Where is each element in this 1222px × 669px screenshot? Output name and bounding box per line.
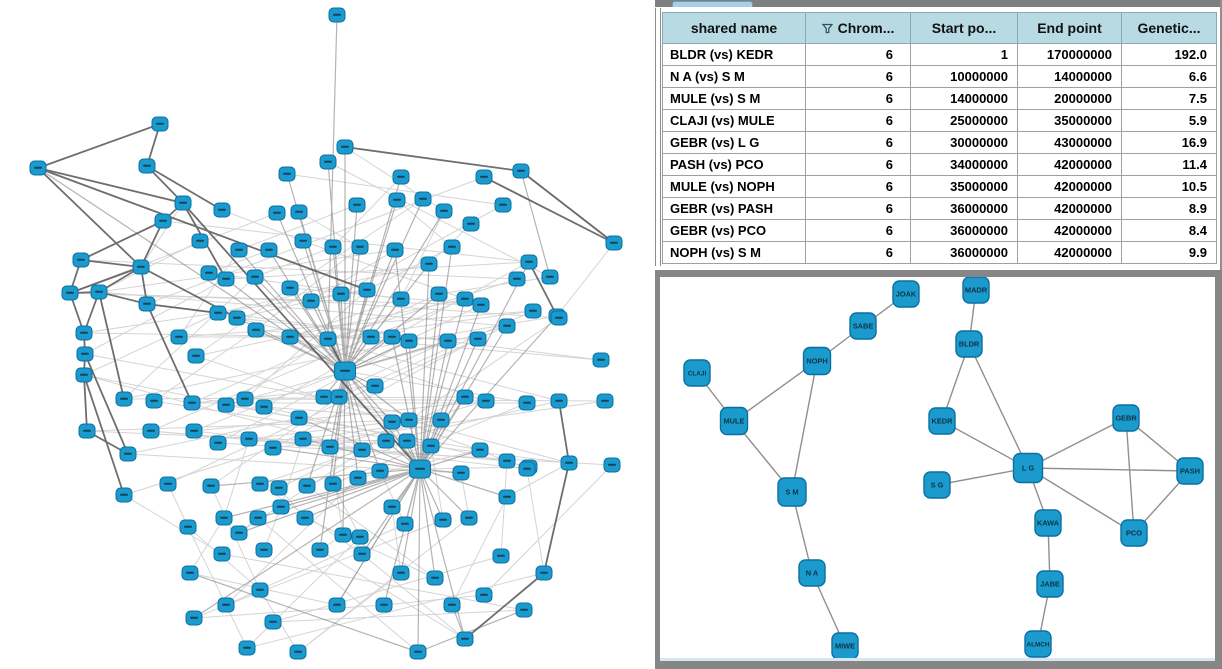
node-label-smudge: [610, 242, 618, 244]
table-cell[interactable]: 36000000: [911, 220, 1018, 242]
node-label-smudge: [391, 249, 399, 251]
node-label-smudge: [353, 204, 361, 206]
table-cell[interactable]: 30000000: [911, 132, 1018, 154]
node-label-smudge: [256, 589, 264, 591]
node-label: ALMCH: [1026, 641, 1050, 649]
node-label: MULE: [723, 416, 745, 426]
node-label-smudge: [517, 170, 525, 172]
node-label-smudge: [546, 276, 554, 278]
node-label-smudge: [299, 240, 307, 242]
node-label: N A: [805, 568, 819, 578]
node-label-smudge: [503, 496, 511, 498]
node-label-smudge: [260, 549, 268, 551]
node-label: S M: [785, 487, 799, 497]
table-cell[interactable]: 170000000: [1018, 44, 1122, 66]
table-cell[interactable]: 6: [806, 198, 911, 220]
node-label-smudge: [81, 353, 89, 355]
node-label-smudge: [474, 338, 482, 340]
table-row[interactable]: [663, 88, 1217, 110]
table-cell[interactable]: 1: [911, 44, 1018, 66]
node-label-smudge: [523, 468, 531, 470]
node-label-smudge: [358, 553, 366, 555]
node-label-smudge: [196, 240, 204, 242]
column-header-4[interactable]: [1018, 13, 1122, 44]
table-cell[interactable]: 192.0: [1122, 44, 1217, 66]
node-label-smudge: [222, 404, 230, 406]
table-cell[interactable]: 6: [806, 44, 911, 66]
node-label-smudge: [190, 430, 198, 432]
table-cell[interactable]: 6.6: [1122, 66, 1217, 88]
node-label-smudge: [555, 317, 563, 319]
node-label-smudge: [388, 336, 396, 338]
node-label-smudge: [83, 430, 91, 432]
node-label: MIWE: [834, 641, 856, 651]
graph-edge[interactable]: [969, 344, 1028, 468]
node-label-smudge: [467, 223, 475, 225]
table-cell[interactable]: GEBR (vs) PCO: [663, 220, 806, 242]
node-label-smudge: [340, 370, 350, 372]
table-row[interactable]: [663, 198, 1217, 220]
node-label-smudge: [95, 291, 103, 293]
node-label-smudge: [356, 246, 364, 248]
node-label: KEDR: [931, 416, 953, 426]
node-label-smudge: [277, 506, 285, 508]
node-label-smudge: [608, 464, 616, 466]
node-label-smudge: [393, 199, 401, 201]
node-label-smudge: [175, 336, 183, 338]
node-label-smudge: [497, 555, 505, 557]
column-header-5[interactable]: [1122, 13, 1217, 44]
table-cell[interactable]: 16.9: [1122, 132, 1217, 154]
node-label-smudge: [477, 304, 485, 306]
table-cell[interactable]: 6: [806, 110, 911, 132]
detail-edges: [697, 290, 1190, 646]
node-label-smudge: [192, 355, 200, 357]
node-label-smudge: [260, 406, 268, 408]
column-header-label: End point: [1037, 20, 1102, 36]
node-label-smudge: [283, 173, 291, 175]
node-label-smudge: [120, 398, 128, 400]
node-label: JOAK: [895, 289, 917, 299]
node-label-smudge: [222, 278, 230, 280]
node-label-smudge: [324, 161, 332, 163]
column-header-label: Genetic...: [1137, 20, 1201, 36]
table-cell[interactable]: GEBR (vs) PASH: [663, 198, 806, 220]
table-cell[interactable]: GEBR (vs) L G: [663, 132, 806, 154]
node-label-smudge: [367, 336, 375, 338]
graph-edge[interactable]: [1126, 418, 1134, 533]
table-cell[interactable]: 42000000: [1018, 198, 1122, 220]
node-label: S G: [930, 480, 944, 490]
column-header-2[interactable]: [806, 13, 911, 44]
node-label-smudge: [405, 340, 413, 342]
node-label: L G: [1021, 463, 1035, 473]
data-table-panel: [655, 0, 1222, 270]
node-label-smudge: [220, 517, 228, 519]
node-label-smudge: [190, 617, 198, 619]
node-label-smudge: [388, 506, 396, 508]
node-label-smudge: [256, 483, 264, 485]
node-label-smudge: [143, 303, 151, 305]
table-cell[interactable]: MULE (vs) NOPH: [663, 176, 806, 198]
node-label-smudge: [431, 577, 439, 579]
node-label-smudge: [143, 165, 151, 167]
node-label-smudge: [482, 400, 490, 402]
node-label-smudge: [480, 594, 488, 596]
node-label-smudge: [156, 123, 164, 125]
table-cell[interactable]: 20000000: [1018, 88, 1122, 110]
node-label: PASH: [1180, 466, 1200, 476]
node-label-smudge: [80, 374, 88, 376]
overview-edges: [38, 124, 614, 639]
node-label-smudge: [415, 468, 425, 470]
network-detail-panel: [655, 270, 1222, 669]
node-label: MADR: [964, 285, 988, 295]
node-label-smudge: [333, 14, 341, 16]
node-label-smudge: [529, 310, 537, 312]
node-label-smudge: [303, 485, 311, 487]
node-label-smudge: [243, 647, 251, 649]
node-label-smudge: [523, 402, 531, 404]
table-cell[interactable]: 8.9: [1122, 198, 1217, 220]
table-cell[interactable]: 43000000: [1018, 132, 1122, 154]
node-label-smudge: [124, 453, 132, 455]
table-cell[interactable]: CLAJI (vs) MULE: [663, 110, 806, 132]
node-label-smudge: [555, 400, 563, 402]
node-label-smudge: [235, 249, 243, 251]
node-label-smudge: [540, 572, 548, 574]
node-label-smudge: [461, 298, 469, 300]
node-label-smudge: [251, 276, 259, 278]
node-label-smudge: [601, 400, 609, 402]
node-label-smudge: [286, 336, 294, 338]
node-label: KAWA: [1036, 518, 1060, 528]
node-label-smudge: [354, 477, 362, 479]
node-label-smudge: [376, 470, 384, 472]
table-cell[interactable]: 14000000: [1018, 66, 1122, 88]
node-label-smudge: [299, 438, 307, 440]
node-label-smudge: [286, 287, 294, 289]
node-label-smudge: [265, 249, 273, 251]
node-label-smudge: [380, 604, 388, 606]
column-header-3[interactable]: [911, 13, 1018, 44]
node-label-smudge: [335, 396, 343, 398]
node-label-smudge: [419, 198, 427, 200]
table-cell[interactable]: 8.4: [1122, 220, 1217, 242]
node-label-smudge: [188, 402, 196, 404]
node-label-smudge: [461, 396, 469, 398]
node-label-smudge: [597, 359, 605, 361]
node-label-smudge: [269, 447, 277, 449]
network-detail-canvas: [660, 277, 1215, 661]
node-label-smudge: [397, 176, 405, 178]
table-cell[interactable]: 6: [806, 66, 911, 88]
node-label-smudge: [425, 263, 433, 265]
node-label-smudge: [465, 517, 473, 519]
table-cell[interactable]: 6: [806, 154, 911, 176]
table-cell[interactable]: 6: [806, 176, 911, 198]
table-cell[interactable]: 36000000: [911, 198, 1018, 220]
node-label-smudge: [448, 604, 456, 606]
table-cell[interactable]: 35000000: [911, 176, 1018, 198]
node-label-smudge: [339, 534, 347, 536]
node-label: SABE: [852, 321, 874, 331]
table-cell[interactable]: 36000000: [911, 242, 1018, 264]
node-label: JABE: [1040, 579, 1060, 589]
column-header-label: Start po...: [931, 20, 997, 36]
node-label-smudge: [427, 445, 435, 447]
node-label-smudge: [341, 146, 349, 148]
table-row[interactable]: [663, 154, 1217, 176]
node-label: PCO: [1125, 528, 1143, 538]
node-label-smudge: [329, 246, 337, 248]
node-label-smudge: [382, 440, 390, 442]
table-row[interactable]: [663, 44, 1217, 66]
column-header-label: shared name: [690, 20, 778, 36]
table-cell[interactable]: 10.5: [1122, 176, 1217, 198]
table-cell[interactable]: NOPH (vs) S M: [663, 242, 806, 264]
node-label-smudge: [214, 442, 222, 444]
node-label-smudge: [401, 523, 409, 525]
table-cell[interactable]: BLDR (vs) KEDR: [663, 44, 806, 66]
node-label: BLDR: [958, 339, 980, 349]
node-label-smudge: [179, 202, 187, 204]
graph-edge[interactable]: [1028, 468, 1190, 471]
node-label-smudge: [457, 472, 465, 474]
node-label-smudge: [513, 278, 521, 280]
node-label-smudge: [241, 398, 249, 400]
node-label-smudge: [437, 419, 445, 421]
node-label-smudge: [565, 462, 573, 464]
column-header-label: Chrom...: [837, 20, 895, 36]
node-label-smudge: [435, 293, 443, 295]
node-label-smudge: [233, 317, 241, 319]
node-label-smudge: [476, 449, 484, 451]
node-label-smudge: [275, 487, 283, 489]
table-cell[interactable]: 6: [806, 88, 911, 110]
node-label-smudge: [252, 329, 260, 331]
edge-attribute-table: [662, 12, 1217, 264]
table-cell[interactable]: 9.9: [1122, 242, 1217, 264]
node-label-smudge: [218, 553, 226, 555]
node-label-smudge: [520, 609, 528, 611]
table-cell[interactable]: 42000000: [1018, 242, 1122, 264]
node-label-smudge: [403, 440, 411, 442]
node-label-smudge: [295, 211, 303, 213]
table-cell[interactable]: 42000000: [1018, 176, 1122, 198]
node-label-smudge: [184, 526, 192, 528]
node-label-smudge: [326, 446, 334, 448]
node-label-smudge: [320, 396, 328, 398]
node-label-smudge: [147, 430, 155, 432]
node-label-smudge: [120, 494, 128, 496]
node-label-smudge: [34, 167, 42, 169]
table-cell[interactable]: 14000000: [911, 88, 1018, 110]
node-label-smudge: [324, 338, 332, 340]
node-label-smudge: [499, 204, 507, 206]
table-cell[interactable]: MULE (vs) S M: [663, 88, 806, 110]
table-cell[interactable]: 6: [806, 132, 911, 154]
graph-edge[interactable]: [792, 361, 817, 492]
node-label-smudge: [448, 246, 456, 248]
node-label-smudge: [150, 400, 158, 402]
node-label: NOPH: [806, 356, 828, 366]
node-label-smudge: [294, 651, 302, 653]
node-label-smudge: [333, 604, 341, 606]
node-label-smudge: [137, 266, 145, 268]
node-label-smudge: [301, 517, 309, 519]
node-label-smudge: [235, 532, 243, 534]
node-label-smudge: [80, 332, 88, 334]
panel-tab-sliver[interactable]: [672, 1, 753, 7]
node-label-smudge: [295, 417, 303, 419]
table-cell[interactable]: PASH (vs) PCO: [663, 154, 806, 176]
node-label-smudge: [397, 572, 405, 574]
node-label-smudge: [337, 293, 345, 295]
node-label-smudge: [164, 483, 172, 485]
node-label-smudge: [503, 325, 511, 327]
table-cell[interactable]: N A (vs) S M: [663, 66, 806, 88]
table-cell[interactable]: 6: [806, 242, 911, 264]
table-cell[interactable]: 10000000: [911, 66, 1018, 88]
table-body: [663, 44, 1217, 264]
table-cell[interactable]: 34000000: [911, 154, 1018, 176]
table-cell[interactable]: 42000000: [1018, 154, 1122, 176]
table-cell[interactable]: 11.4: [1122, 154, 1217, 176]
node-label-smudge: [218, 209, 226, 211]
node-label-smudge: [388, 421, 396, 423]
table-row[interactable]: [663, 176, 1217, 198]
node-label-smudge: [461, 638, 469, 640]
panel-left-border: [655, 8, 661, 266]
node-label: CLAJI: [687, 370, 707, 378]
table-cell[interactable]: 35000000: [1018, 110, 1122, 132]
node-label-smudge: [414, 651, 422, 653]
filter-funnel-icon[interactable]: [822, 23, 833, 34]
table-cell[interactable]: 42000000: [1018, 220, 1122, 242]
node-label-smudge: [444, 340, 452, 342]
node-label-smudge: [371, 385, 379, 387]
node-label-smudge: [480, 176, 488, 178]
node-label-smudge: [273, 212, 281, 214]
table-row[interactable]: [663, 110, 1217, 132]
node-label-smudge: [205, 272, 213, 274]
node-label-smudge: [503, 460, 511, 462]
node-label-smudge: [397, 298, 405, 300]
node-label-smudge: [405, 419, 413, 421]
table-cell[interactable]: 5.9: [1122, 110, 1217, 132]
table-row[interactable]: [663, 66, 1217, 88]
node-label-smudge: [358, 449, 366, 451]
node-label-smudge: [254, 517, 262, 519]
node-label-smudge: [269, 621, 277, 623]
node-label-smudge: [439, 519, 447, 521]
node-label-smudge: [525, 261, 533, 263]
node-label-smudge: [329, 483, 337, 485]
node-label-smudge: [356, 536, 364, 538]
node-label-smudge: [363, 289, 371, 291]
node-label-smudge: [77, 259, 85, 261]
column-header-1[interactable]: [663, 13, 806, 44]
node-label-smudge: [440, 210, 448, 212]
node-label-smudge: [214, 312, 222, 314]
table-row[interactable]: [663, 242, 1217, 264]
table-row[interactable]: [663, 220, 1217, 242]
node-label-smudge: [316, 549, 324, 551]
node-label: GEBR: [1115, 413, 1137, 423]
table-cell[interactable]: 6: [806, 220, 911, 242]
node-label-smudge: [66, 292, 74, 294]
node-label-smudge: [307, 300, 315, 302]
table-header: [663, 13, 1217, 44]
table-row[interactable]: [663, 132, 1217, 154]
node-label-smudge: [222, 604, 230, 606]
node-label-smudge: [159, 220, 167, 222]
table-cell[interactable]: 25000000: [911, 110, 1018, 132]
detail-panel-scroll-edge: [660, 658, 1215, 661]
table-cell[interactable]: 7.5: [1122, 88, 1217, 110]
node-label-smudge: [186, 572, 194, 574]
node-label-smudge: [245, 438, 253, 440]
node-label-smudge: [207, 485, 215, 487]
